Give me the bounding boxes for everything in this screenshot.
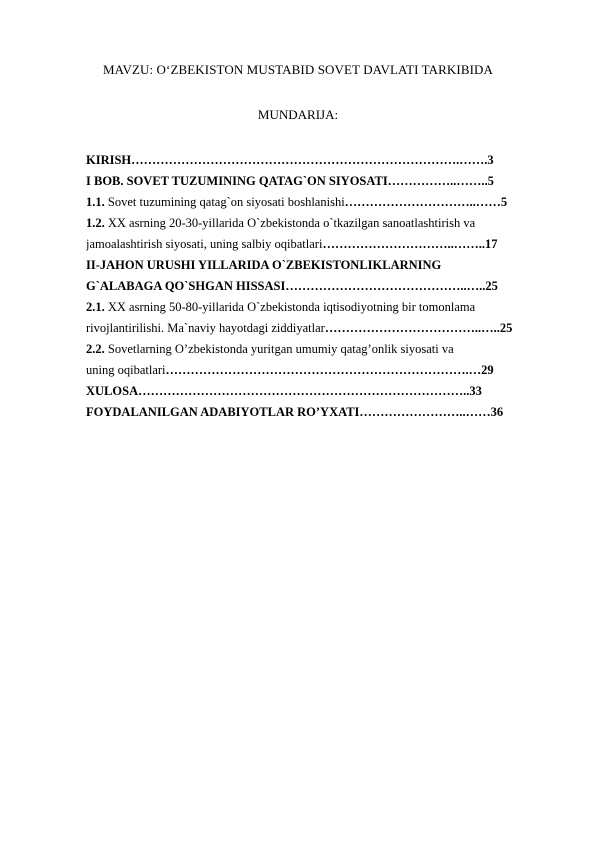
toc-line — [86, 234, 556, 255]
toc-segment: Sovet tuzumining qatag`on siyosati boshlanishi — [104, 195, 345, 209]
toc-line — [86, 402, 556, 423]
toc-segment: ………………………………..…..25 — [324, 321, 513, 335]
toc-segment: II-JAHON URUSHI YILLARIDA O`ZBEKISTONLIKLARNING — [86, 258, 442, 272]
toc-line — [86, 360, 556, 381]
toc-line — [86, 297, 556, 318]
toc-segment: Sovetlarning O’zbekistonda yuritgan umumiy qatag’onlik siyosati va — [104, 342, 454, 356]
toc-segment: XULOSA……………………………………………………………………..33 — [86, 384, 482, 398]
toc-segment: …………………………..……..17 — [322, 237, 498, 251]
toc-segment: XX asrning 50-80-yillarida O`zbekistonda iqtisodiyotning bir tomonlama — [104, 300, 476, 314]
toc-line — [86, 339, 556, 360]
toc-line — [86, 381, 556, 402]
toc-segment: 1.1. — [86, 195, 105, 209]
toc-segment: rivojlantirilishi. Ma`naviy hayotdagi ziddiyatlar — [86, 321, 325, 335]
toc-segment: ……………………………………………………………….…29 — [165, 363, 494, 377]
toc-segment: XX asrning 20-30-yillarida O`zbekistonda o`tkazilgan sanoatlashtirish va — [104, 216, 476, 230]
toc-segment: jamoalashtirish siyosati, uning salbiy oqibatlari — [86, 237, 323, 251]
toc-segment: 2.2. — [86, 342, 105, 356]
toc-segment: 1.2. — [86, 216, 105, 230]
toc-line — [86, 213, 556, 234]
toc-segment: 2.1. — [86, 300, 105, 314]
table-of-contents — [86, 150, 556, 423]
toc-segment: …………………………..……5 — [344, 195, 508, 209]
toc-line — [86, 318, 556, 339]
toc-segment: G`ALABAGA QO`SHGAN HISSASI……………………………………..…..25 — [86, 279, 498, 293]
toc-segment: uning oqibatlari — [86, 363, 166, 377]
toc-line — [86, 150, 556, 171]
toc-line — [86, 276, 556, 297]
toc-segment: FOYDALANILGAN ADABIYOTLAR RO’YXATI……………………..……36 — [86, 405, 504, 419]
toc-line — [86, 171, 556, 192]
toc-segment: I BOB. SOVET TUZUMINING QATAG`ON SIYOSATI……………..……..5 — [86, 174, 494, 188]
table-of-contents-heading: MUNDARIJA: — [257, 107, 339, 122]
toc-line — [86, 255, 556, 276]
document-title: MAVZU: O‘ZBEKISTON MUSTABID SOVET DAVLATI TARKIBIDA — [102, 62, 494, 77]
toc-line — [86, 192, 556, 213]
toc-segment: KIRISH…………………………………………………………………….…….3 — [86, 153, 494, 167]
